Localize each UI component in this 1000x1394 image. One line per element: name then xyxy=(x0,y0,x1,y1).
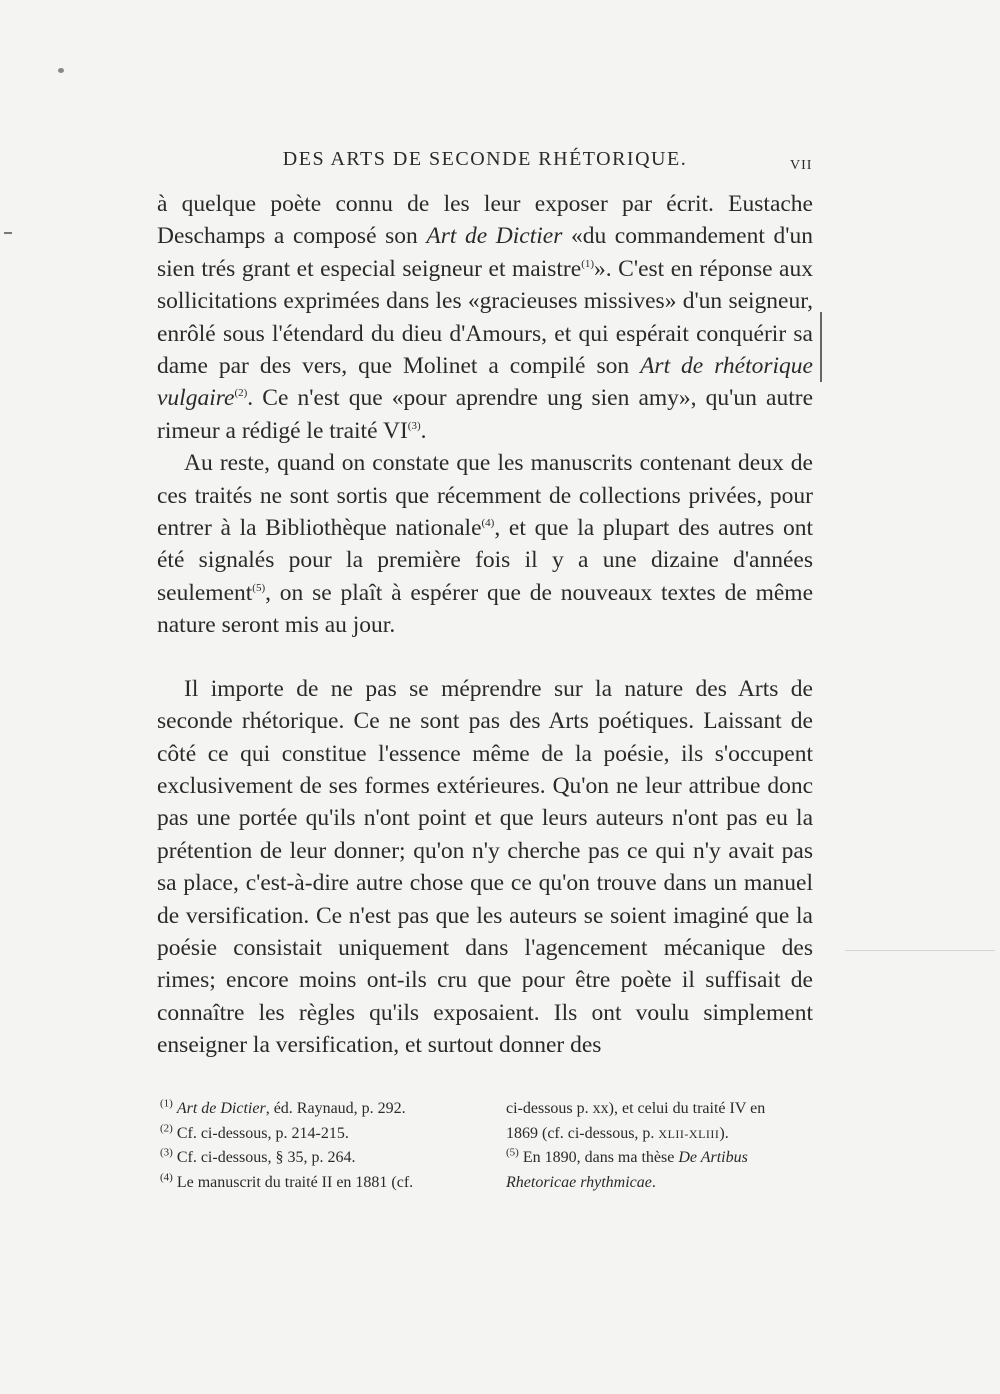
footnote-4-continued-2: 1869 (cf. ci-dessous, p. XLII-XLIII). xyxy=(506,1124,729,1142)
footnote-5: $^{(5)}$ En 1890, dans ma thèse De Artibus xyxy=(506,1146,748,1166)
footnote-ref-1[interactable]: (1) xyxy=(581,257,595,270)
body-text xyxy=(157,188,813,1062)
footnote-2: $^{(2)}$ Cf. ci-dessous, p. 214-215. xyxy=(160,1122,349,1142)
title-art-de-rhetorique: Art de rhétorique vulgaire xyxy=(157,353,813,412)
paragraph-2: Au reste, quand on constate que les manuscrits contenant deux de ces traités ne sont sortis que récemment de collections privées, pour entrer à la Bibliothèque nationale$^{(4)}$, et que la plupart des autres ont été signalés pour la première fois il y a une dizaine d'années seulement$^{(5)}$, on se plaît à espérer que de nouveaux textes de même nature seront mis au jour. xyxy=(157,450,813,639)
footnotes-left-column xyxy=(160,1097,470,1195)
footnote-4-continued-1: ci-dessous p. xx), et celui du traité IV en xyxy=(506,1100,766,1117)
margin-bracket xyxy=(820,312,822,382)
ink-speck xyxy=(58,68,64,73)
footnote-3: $^{(3)}$ Cf. ci-dessous, § 35, p. 264. xyxy=(160,1146,356,1166)
footnote-4: $^{(4)}$ Le manuscrit du traité II en 1881 (cf. xyxy=(160,1171,414,1191)
paragraph-1: à quelque poète connu de les leur exposer par écrit. Eustache Deschamps a composé son Art de Dictier «du commandement d'un sien trés grant et especial seigneur et maistre$^{(1)}$». C'est en réponse aux sollicitations exprimées dans les «gracieuses missives» d'un seigneur, enrôlé sous l'étendard du dieu d'Amours, et qui espérait conquérir sa dame par des vers, que Molinet a compilé son Art de rhétorique vulgaire$^{(2)}$. Ce n'est que «pour aprendre ung sien amy», qu'un autre rimeur a rédigé le traité VI$^{(3)}$. xyxy=(157,191,813,444)
margin-mark xyxy=(4,232,12,234)
running-title: DES ARTS DE SECONDE RHÉTORIQUE. xyxy=(282,148,688,170)
footnote-1: $^{(1)}$ Art de Dictier, éd. Raynaud, p. 292. xyxy=(160,1097,406,1117)
footnote-ref-5[interactable]: (5) xyxy=(252,582,266,595)
paragraph-3: Il importe de ne pas se méprendre sur la nature des Arts de seconde rhétorique. Ce ne sont pas des Arts poétiques. Laissant de côté ce qui constitue l'essence même de la poésie, ils s'occupent exclusivement de ses formes extérieures. Qu'on ne leur attribue donc pas une portée qu'ils n'ont point et que leurs auteurs n'ont pas eu la prétention de leur donner; qu'on n'y cherche pas ce qui n'y avait pas sa place, c'est-à-dire autre chose que ce qu'on trouve dans un manuel de versification. Ce n'est pas que les auteurs se soient imaginé que la poésie consistait uniquement dans l'agencement mécanique des rimes; encore moins ont-ils cru que pour être poète il suffisait de connaître les règles qu'ils exposaient. Ils ont voulu simplement enseigner la versification, et surtout donner des xyxy=(157,675,813,1059)
footnotes-right-column xyxy=(506,1097,816,1195)
page-number: VII xyxy=(790,158,813,173)
footnotes xyxy=(160,1097,816,1195)
footnote-5-continued: Rhetoricae rhythmicae. xyxy=(506,1173,656,1191)
footnote-ref-4[interactable]: (4) xyxy=(481,517,495,530)
margin-pencil-note xyxy=(845,928,995,951)
footnote-ref-3[interactable]: (3) xyxy=(407,420,421,433)
title-art-de-dictier: Art de Dictier xyxy=(426,223,563,250)
footnote-ref-2[interactable]: (2) xyxy=(234,387,248,400)
